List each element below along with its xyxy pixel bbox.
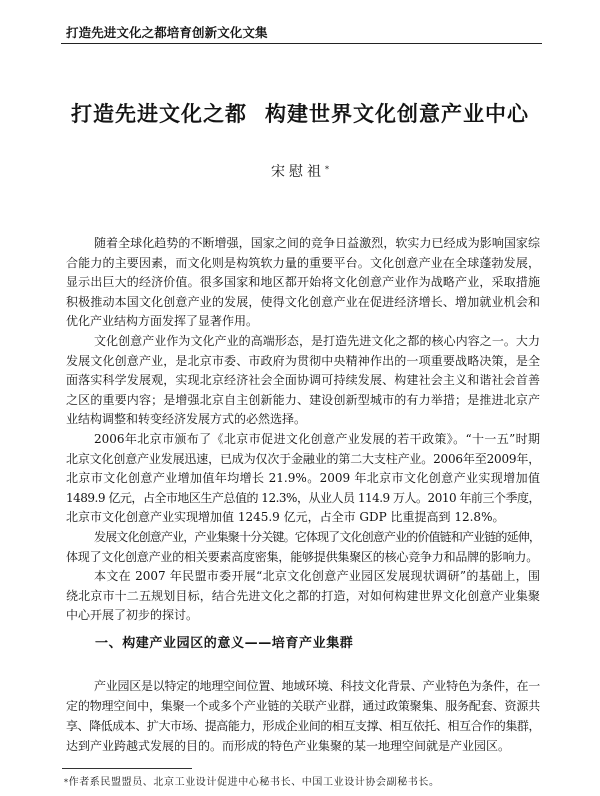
text-line: 本文在 2007 年民盟市委开展“北京文化创意产业园区发展现状调研”的基础上，围 [94,569,540,584]
title-part-sub: 构建世界文化创意产业中心 [265,101,529,126]
article-body [66,234,540,626]
section-heading: 一、构建产业园区的意义——培育产业集群 [95,636,354,651]
text-line: 合能力的主要因素，而文化则是构筑软力量的重要平台。文化创意产业在全球蓬勃发展， [66,255,540,270]
text-line: 积极推动本国文化创意产业的发展，使得文化创意产业在促进经济增长、增加就业机会和 [66,294,540,309]
text-line: 文化创意产业作为文化产业的高端形态，是打造先进文化之都的核心内容之一。大力 [94,333,540,348]
text-line: 产业园区是以特定的地理空间位置、地域环境、科技文化背景、产业特色为条件，在一 [94,679,540,693]
header-rule [61,43,542,44]
footnote-text: 作者系民盟盟员、北京工业设计促进中心秘书长、中国工业设计协会副秘书长。 [68,777,440,788]
text-line: 绕北京市十二五规划目标，结合先进文化之都的打造，对如何构建世界文化创意产业集聚 [66,588,540,603]
author-byline [0,163,600,181]
paragraph-5 [66,567,540,626]
text-line: 达到产业跨越式发展的目的。而形成的特色产业集聚的某一地理空间就是产业园区。 [66,739,511,753]
text-line: 显示出巨大的经济价值。很多国家和地区都开始将文化创意产业作为战略产业，采取措施 [66,275,540,290]
section-body [66,676,540,756]
paragraph-3 [66,430,540,528]
paragraph-4 [66,528,540,567]
title-part-main: 打造先进文化之都 [71,101,247,126]
text-line: 北京市文化创意产业实现增加值 1245.9 亿元，占全市 GDP 比重提高到 12.8%。 [66,510,505,525]
text-line: 享、降低成本、扩大市场、提高能力，形成企业间的相互支撑、相互依托、相互合作的集群， [66,719,540,733]
running-header: 打造先进文化之都培育创新文化文集 [66,25,268,40]
text-line: 业结构调整和转变经济发展方式的必然选择。 [66,412,307,427]
text-line: 1489.9 亿元，占全市地区生产总值的 12.3%，从业人员 114.9 万人。2010 年前三个季度， [66,490,540,505]
footnote-mark: * [64,778,69,787]
paragraph-2 [66,332,540,430]
text-line: 北京文化创意产业发展迅速，已成为仅次于金融业的第二大支柱产业。2006年至2009年， [66,451,540,466]
text-line: 2006年北京市颁布了《北京市促进文化创意产业发展的若干政策》。“十一五”时期 [94,431,540,446]
footnote-rule [62,768,192,769]
text-line: 随着全球化趋势的不断增强，国家之间的竞争日益激烈，软实力已经成为影响国家综 [94,236,540,250]
text-line: 发展文化创意产业，是北京市委、市政府为贯彻中央精神作出的一项重要战略决策，是全 [66,353,540,368]
text-line: 体现了文化创意产业的相关要素高度密集，能够提供集聚区的核心竞争力和品牌的影响力。 [66,549,539,564]
text-line: 北京市文化创意产业增加值年均增长 21.9%。2009 年北京市文化创意产业实现增加值 [66,471,540,486]
text-line: 发展文化创意产业，产业集聚十分关键。它体现了文化创意产业的价值链和产业链的延伸， [94,529,540,544]
text-line: 中心开展了初步的探讨。 [66,608,199,623]
paragraph-6 [66,676,540,756]
article-title [0,101,600,127]
text-line: 定的物理空间中，集聚一个或多个产业链的关联产业群，通过政策聚集、服务配套、资源共 [66,699,540,713]
text-line: 面落实科学发展观，实现北京经济社会全面协调可持续发展、构建社会主义和谐社会首善 [66,373,540,388]
footnote [64,776,440,790]
author-name: 宋慰祖 [271,164,325,180]
text-line: 之区的重要内容；是增强北京自主创新能力、建设创新型城市的有力举措；是推进北京产 [66,392,540,407]
author-footnote-mark: * [325,165,329,174]
paragraph-1 [66,234,540,332]
text-line: 优化产业结构方面发挥了显著作用。 [66,314,259,329]
